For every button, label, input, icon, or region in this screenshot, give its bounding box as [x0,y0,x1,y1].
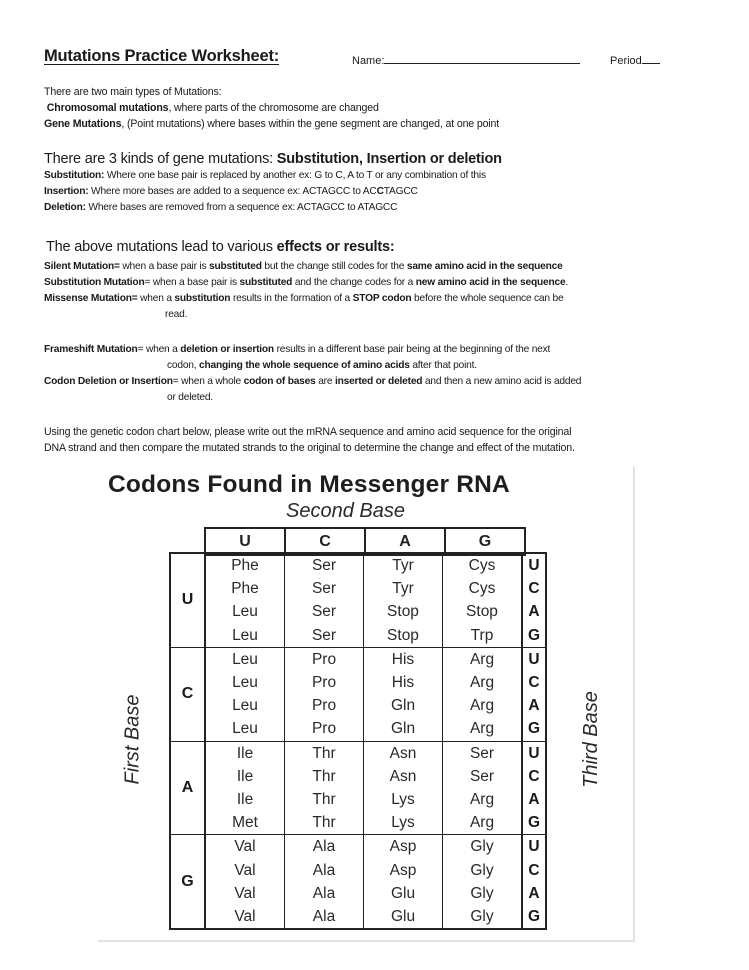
amino-acid-cell: Thr Thr Thr Thr [285,741,364,835]
amino-acid-cell: Arg Arg Arg Arg [443,647,523,741]
amino-acid-cell: Ile Ile Ile Met [205,741,285,835]
amino-acid-cell: Pro Pro Pro Pro [285,647,364,741]
amino-acid-cell: Val Val Val Val [205,835,285,929]
period-label: Period [610,55,642,67]
instructions-line: Using the genetic codon chart below, please write out the mRNA sequence and amino acid sequence for the original [44,426,572,438]
substitution-mutation-def: Substitution Mutation= when a base pair is substituted and the change codes for a new amino acid in the sequence. [44,277,569,288]
name-field[interactable] [352,52,580,67]
silent-def: Silent Mutation= when a base pair is substituted but the change still codes for the same amino acid in the sequence [44,261,563,272]
substitution-def: Substitution: Where one base pair is replaced by another ex: G to C, A to T or any combination of this [44,170,486,181]
second-base-u: U [205,528,285,555]
amino-acid-cell: Ala Ala Ala Ala [285,835,364,929]
codon-indel-def-cont: or deleted. [167,392,213,403]
third-base-cell: U C A G [522,835,546,929]
second-base-label: Second Base [286,500,405,522]
frameshift-def-cont: codon, changing the whole sequence of amino acids after that point. [167,360,477,371]
missense-def: Missense Mutation= when a substitution results in the formation of a STOP codon before the whole sequence can be [44,293,564,304]
amino-acid-cell: Gly Gly Gly Gly [443,835,523,929]
codon-table [169,552,547,930]
codon-group-g [170,835,546,929]
gene-line: Gene Mutations, (Point mutations) where bases within the gene segment are changed, at one point [44,118,500,130]
intro-section [44,84,499,132]
name-blank[interactable] [384,52,580,64]
first-base-cell: C [170,647,205,741]
gene-mutations-section [44,151,502,216]
instructions-line: DNA strand and then compare the mutated strands to the original to determine the change and effect of the mutation. [44,442,575,454]
codon-group-c [170,647,546,741]
frameshift-def: Frameshift Mutation= when a deletion or insertion results in a different base pair being at the beginning of the next [44,344,551,355]
codon-group-a [170,741,546,835]
amino-acid-cell: Ser Ser Ser Ser [285,553,364,647]
codon-chart-title: Codons Found in Messenger RNA [108,471,510,498]
deletion-def: Deletion: Where bases are removed from a sequence ex: ACTAGCC to ATAGCC [44,202,398,213]
second-base-c: C [285,528,365,555]
amino-acid-cell: His His Gln Gln [364,647,443,741]
effects-definitions [44,259,568,323]
amino-acid-cell: Phe Phe Leu Leu [205,553,285,647]
insertion-def: Insertion: Where more bases are added to a sequence ex: ACTAGCC to ACCTAGCC [44,186,418,197]
codon-group-u [170,553,546,647]
instructions [44,424,575,456]
amino-acid-cell: Asp Asp Glu Glu [364,835,443,929]
amino-acid-cell: Cys Cys Stop Trp [443,553,523,647]
name-label: Name: [352,55,385,67]
second-base-a: A [365,528,445,555]
third-base-cell: U C A G [522,647,546,741]
first-base-cell: G [170,835,205,929]
third-base-cell: U C A G [522,741,546,835]
amino-acid-cell: Ser Ser Arg Arg [443,741,523,835]
third-base-label: Third Base [579,691,602,788]
first-base-label: First Base [121,694,144,785]
worksheet-title: Mutations Practice Worksheet: [44,47,280,65]
effects-section [46,239,394,255]
chromosomal-line: Chromosomal mutations, where parts of the chromosome are changed [46,102,379,114]
first-base-cell: U [170,553,205,647]
missense-def-cont: read. [165,309,188,320]
codon-indel-def: Codon Deletion or Insertion= when a whole codon of bases are inserted or deleted and then a new amino acid is added [44,376,582,387]
period-field[interactable] [610,52,660,67]
period-blank[interactable] [642,52,660,64]
amino-acid-cell: Tyr Tyr Stop Stop [364,553,443,647]
amino-acid-cell: Asn Asn Lys Lys [364,741,443,835]
effects-heading: The above mutations lead to various effects or results: [46,239,395,255]
frameshift-section [44,342,581,406]
second-base-g: G [445,528,525,555]
intro-line: There are two main types of Mutations: [44,86,222,98]
amino-acid-cell: Leu Leu Leu Leu [205,647,285,741]
third-base-cell: U C A G [522,553,546,647]
gene-mutations-heading: There are 3 kinds of gene mutations: Substitution, Insertion or deletion [44,151,502,167]
first-base-cell: A [170,741,205,835]
